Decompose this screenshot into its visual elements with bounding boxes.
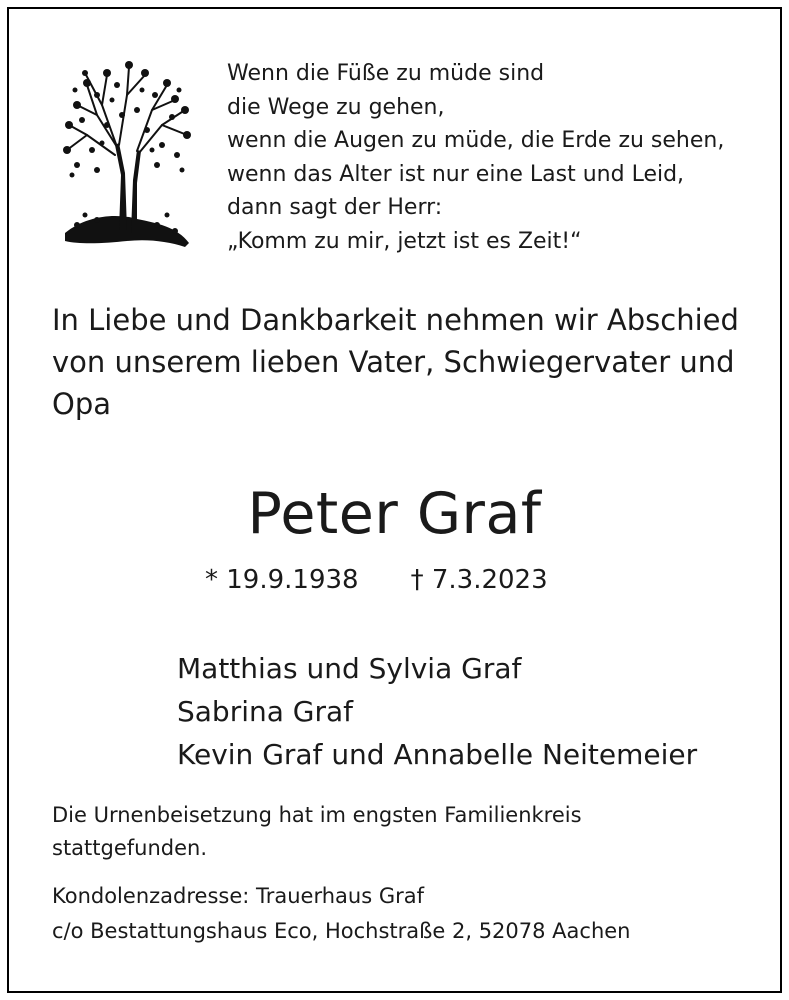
note-line: Die Urnenbeisetzung hat im engsten Familienkreis: [52, 803, 582, 827]
deceased-name: Peter Graf: [247, 481, 542, 547]
mourner-entry: Matthias und Sylvia Graf: [177, 652, 522, 685]
intro-line: von unserem lieben Vater, Schwiegervater und: [52, 345, 735, 379]
tree-icon: [57, 55, 197, 255]
intro-text: [52, 299, 742, 425]
mourners-list: [177, 647, 697, 776]
address-line: Kondolenzadresse: Trauerhaus Graf: [52, 884, 425, 908]
condolence-address: [52, 879, 631, 949]
poem-line: Wenn die Füße zu müde sind: [227, 61, 545, 86]
note-line: stattgefunden.: [52, 836, 208, 860]
poem-line: die Wege zu gehen,: [227, 94, 445, 120]
intro-line: In Liebe und Dankbarkeit nehmen wir Abschied: [52, 303, 739, 337]
mourner-entry: Kevin Graf und Annabelle Neitemeier: [177, 738, 698, 771]
poem-line: „Komm zu mir, jetzt ist es Zeit!“: [227, 228, 582, 254]
obituary-frame: [7, 7, 782, 993]
mourner-entry: Sabrina Graf: [177, 695, 354, 728]
life-dates: [205, 562, 548, 598]
burial-note: [52, 799, 582, 865]
death-date: † 7.3.2023: [410, 565, 548, 595]
birth-date: * 19.9.1938: [205, 565, 359, 595]
poem-line: wenn die Augen zu müde, die Erde zu sehen,: [227, 128, 725, 153]
poem-line: wenn das Alter ist nur eine Last und Leid,: [227, 161, 685, 187]
poem-line: dann sagt der Herr:: [227, 195, 443, 220]
intro-line: Opa: [52, 387, 112, 421]
poem: [227, 57, 724, 258]
address-line: c/o Bestattungshaus Eco, Hochstraße 2, 52078 Aachen: [52, 919, 631, 943]
